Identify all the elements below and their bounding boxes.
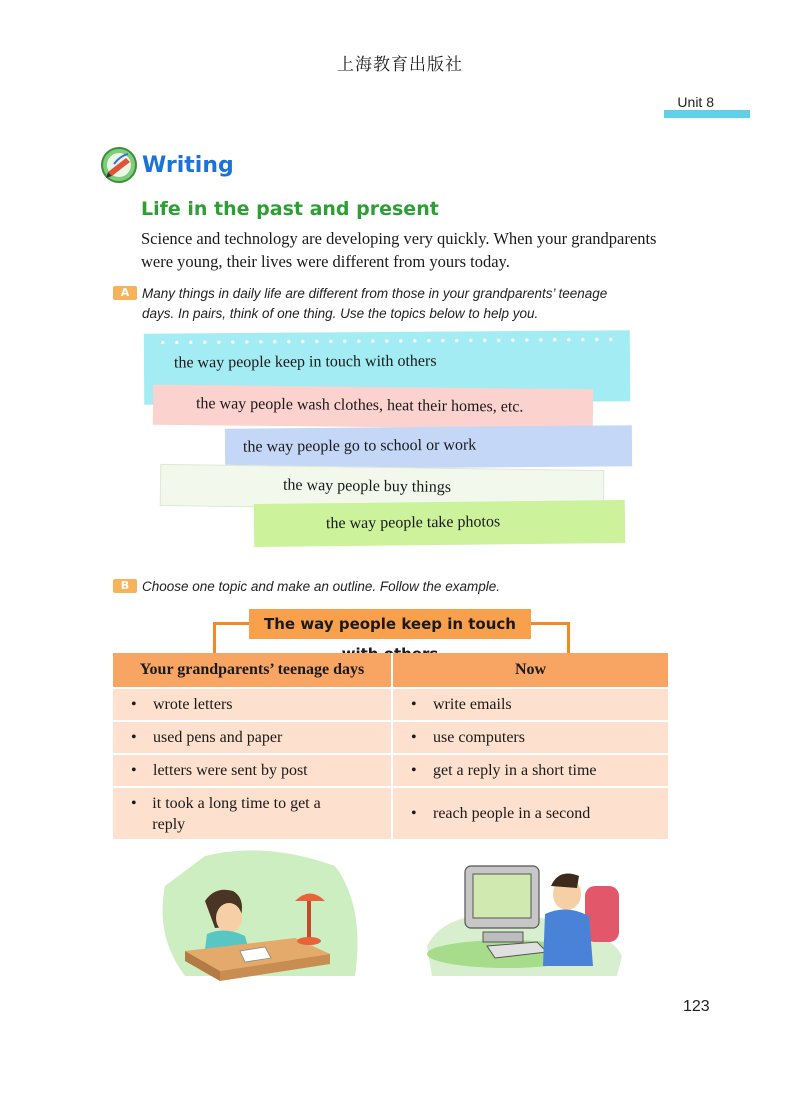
table-cell: • reach people in a second: [392, 787, 669, 839]
cell-text: wrote letters: [153, 696, 233, 713]
cell-text: write emails: [433, 696, 512, 713]
table-row: [113, 688, 669, 721]
cell-text: reach people in a second: [433, 805, 591, 822]
cell-text: use computers: [433, 729, 525, 746]
boy-using-computer-illustration: [417, 846, 642, 986]
topic-text-4: the way people buy things: [282, 476, 452, 496]
outline-bracket-right: [531, 622, 570, 655]
topic-note-2: [153, 385, 593, 430]
cell-text: letters were sent by post: [153, 762, 308, 779]
pencil-writing-icon: [100, 146, 138, 184]
table-row: [113, 787, 669, 839]
man-writing-letter-illustration: [145, 846, 370, 986]
topic-note-5: [254, 500, 625, 547]
table-cell: • wrote letters: [113, 688, 392, 721]
lesson-subtitle: Life in the past and present: [141, 198, 439, 220]
table-cell: • use computers: [392, 721, 669, 754]
task-b-instruction: Choose one topic and make an outline. Follow the example.: [142, 579, 500, 594]
task-a-instruction-line2: days. In pairs, think of one thing. Use the topics below to help you.: [142, 306, 539, 321]
table-cell: • write emails: [392, 688, 669, 721]
task-b-badge: B: [113, 579, 137, 593]
outline-title: The way people keep in touch: [249, 609, 531, 639]
cell-text: used pens and paper: [153, 729, 283, 746]
page-number: 123: [683, 998, 710, 1015]
task-a-badge: A: [113, 286, 137, 300]
note-perforation: [156, 337, 620, 344]
lesson-intro: Science and technology are developing very quickly. When your grandparents were young, their lives were different from yours today.: [141, 229, 657, 271]
column-header-now: Now: [392, 653, 669, 688]
table-cell: • get a reply in a short time: [392, 754, 669, 787]
task-a-instruction-line1: Many things in daily life are different from those in your grandparents’ teenage: [142, 286, 608, 301]
table-row: [113, 721, 669, 754]
unit-label: Unit 8: [677, 94, 714, 110]
table-header-row: [113, 653, 669, 688]
cell-text: get a reply in a short time: [433, 762, 597, 779]
topic-note-3: [225, 425, 632, 470]
table-cell: • used pens and paper: [113, 721, 392, 754]
cell-text: it took a long time to get a reply: [152, 794, 321, 833]
unit-bar: [664, 110, 750, 118]
table-row: [113, 754, 669, 787]
outline-table: [113, 653, 670, 839]
publisher-name: 上海教育出版社: [337, 55, 463, 75]
section-title: Writing: [142, 153, 234, 178]
topic-text-3: the way people go to school or work: [242, 436, 477, 456]
topic-text-1: the way people keep in touch with others: [173, 352, 437, 372]
topic-text-2: the way people wash clothes, heat their homes, etc.: [195, 395, 524, 416]
table-cell: • it took a long time to get a reply: [113, 787, 392, 839]
topic-text-5: the way people take photos: [325, 513, 501, 533]
column-header-past: Your grandparents’ teenage days: [113, 653, 392, 688]
outline-bracket-left: [213, 622, 252, 655]
table-cell: • letters were sent by post: [113, 754, 392, 787]
